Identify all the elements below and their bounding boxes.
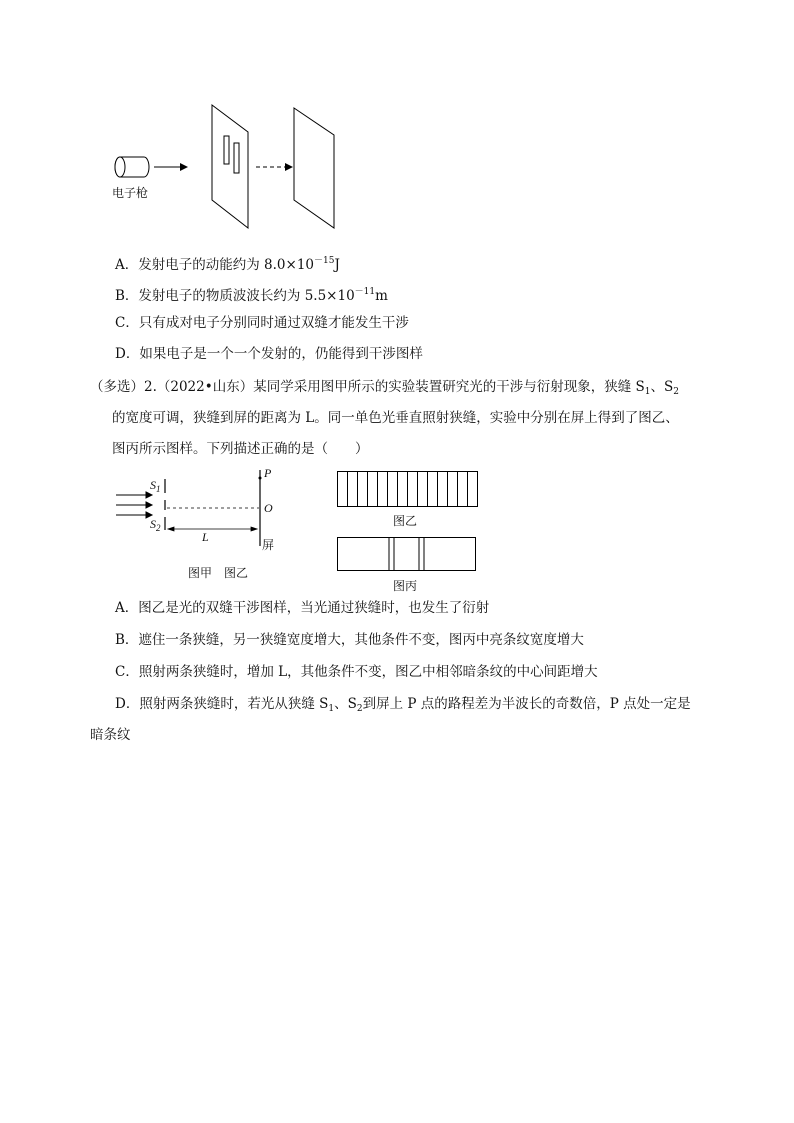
q2-option-c: C．照射两条狭缝时，增加 L，其他条件不变，图乙中相邻暗条纹的中心间距增大 <box>115 664 598 680</box>
double-slit-plate <box>212 105 248 228</box>
q1-option-b: B．发射电子的物质波波长约为 $5.5\times 10^{-11}m$ <box>115 287 388 304</box>
q2-option-a: A．图乙是光的双缝干涉图样，当光通过狭缝时，也发生了衍射 <box>115 600 490 616</box>
electron-gun-icon <box>115 157 149 177</box>
point-p-marker <box>259 477 262 480</box>
q2-stem-line2: 的宽度可调，狭缝到屏的距离为 L。同一单色光垂直照射狭缝，实验中分别在屏上得到了图乙、 <box>112 410 679 426</box>
interference-pattern-figure <box>337 471 479 508</box>
q1-option-a: A．发射电子的动能约为 $8.0\times 10^{-15}J$ <box>115 256 340 273</box>
screen-plate <box>294 108 334 228</box>
diffraction-pattern-figure <box>337 537 477 572</box>
caption-fig-bing: 图丙 <box>393 579 418 593</box>
label-s2: $S_2$ <box>150 517 161 533</box>
distance-l-arrow <box>168 527 257 531</box>
caption-fig-yi: 图乙 <box>393 514 418 528</box>
q1-option-d: D．如果电子是一个一个发射的，仍能得到干涉图样 <box>115 346 423 362</box>
electron-gun-diagram <box>110 100 350 235</box>
label-p: P <box>264 466 272 480</box>
label-l: L <box>202 530 209 544</box>
q2-option-d: D．照射两条狭缝时，若光从狭缝 $S_1$、$S_2$到屏上 P 点的路程差为半波长的奇数倍，P 点处一定是 <box>115 696 691 714</box>
q2-option-b: B．遮住一条狭缝，另一狭缝宽度增大，其他条件不变，图丙中亮条纹宽度增大 <box>115 632 584 648</box>
diffraction-frame <box>338 538 476 571</box>
q2-stem-line3: 图丙所示图样。下列描述正确的是（ ） <box>112 441 369 457</box>
q1-option-c: C．只有成对电子分别同时通过双缝才能发生干涉 <box>115 315 409 331</box>
q2-stem-line1: （多选）2.（2022•山东）某同学采用图甲所示的实验装置研究光的干涉与衍射现象，狭缝 $S_1$、$S_2$ <box>90 379 679 397</box>
label-o: O <box>264 501 273 515</box>
double-slit-setup-diagram <box>112 466 287 556</box>
caption-fig-jia-yi: 图甲 图乙 <box>188 566 249 580</box>
electron-gun-label: 电子枪 <box>112 186 149 200</box>
dashed-arrow <box>256 163 293 171</box>
beam-arrow <box>154 163 188 171</box>
incident-light-arrows <box>116 492 152 518</box>
label-s1: $S_1$ <box>150 478 161 494</box>
q2-option-d-continued: 暗条纹 <box>90 727 131 743</box>
label-screen: 屏 <box>262 538 275 552</box>
